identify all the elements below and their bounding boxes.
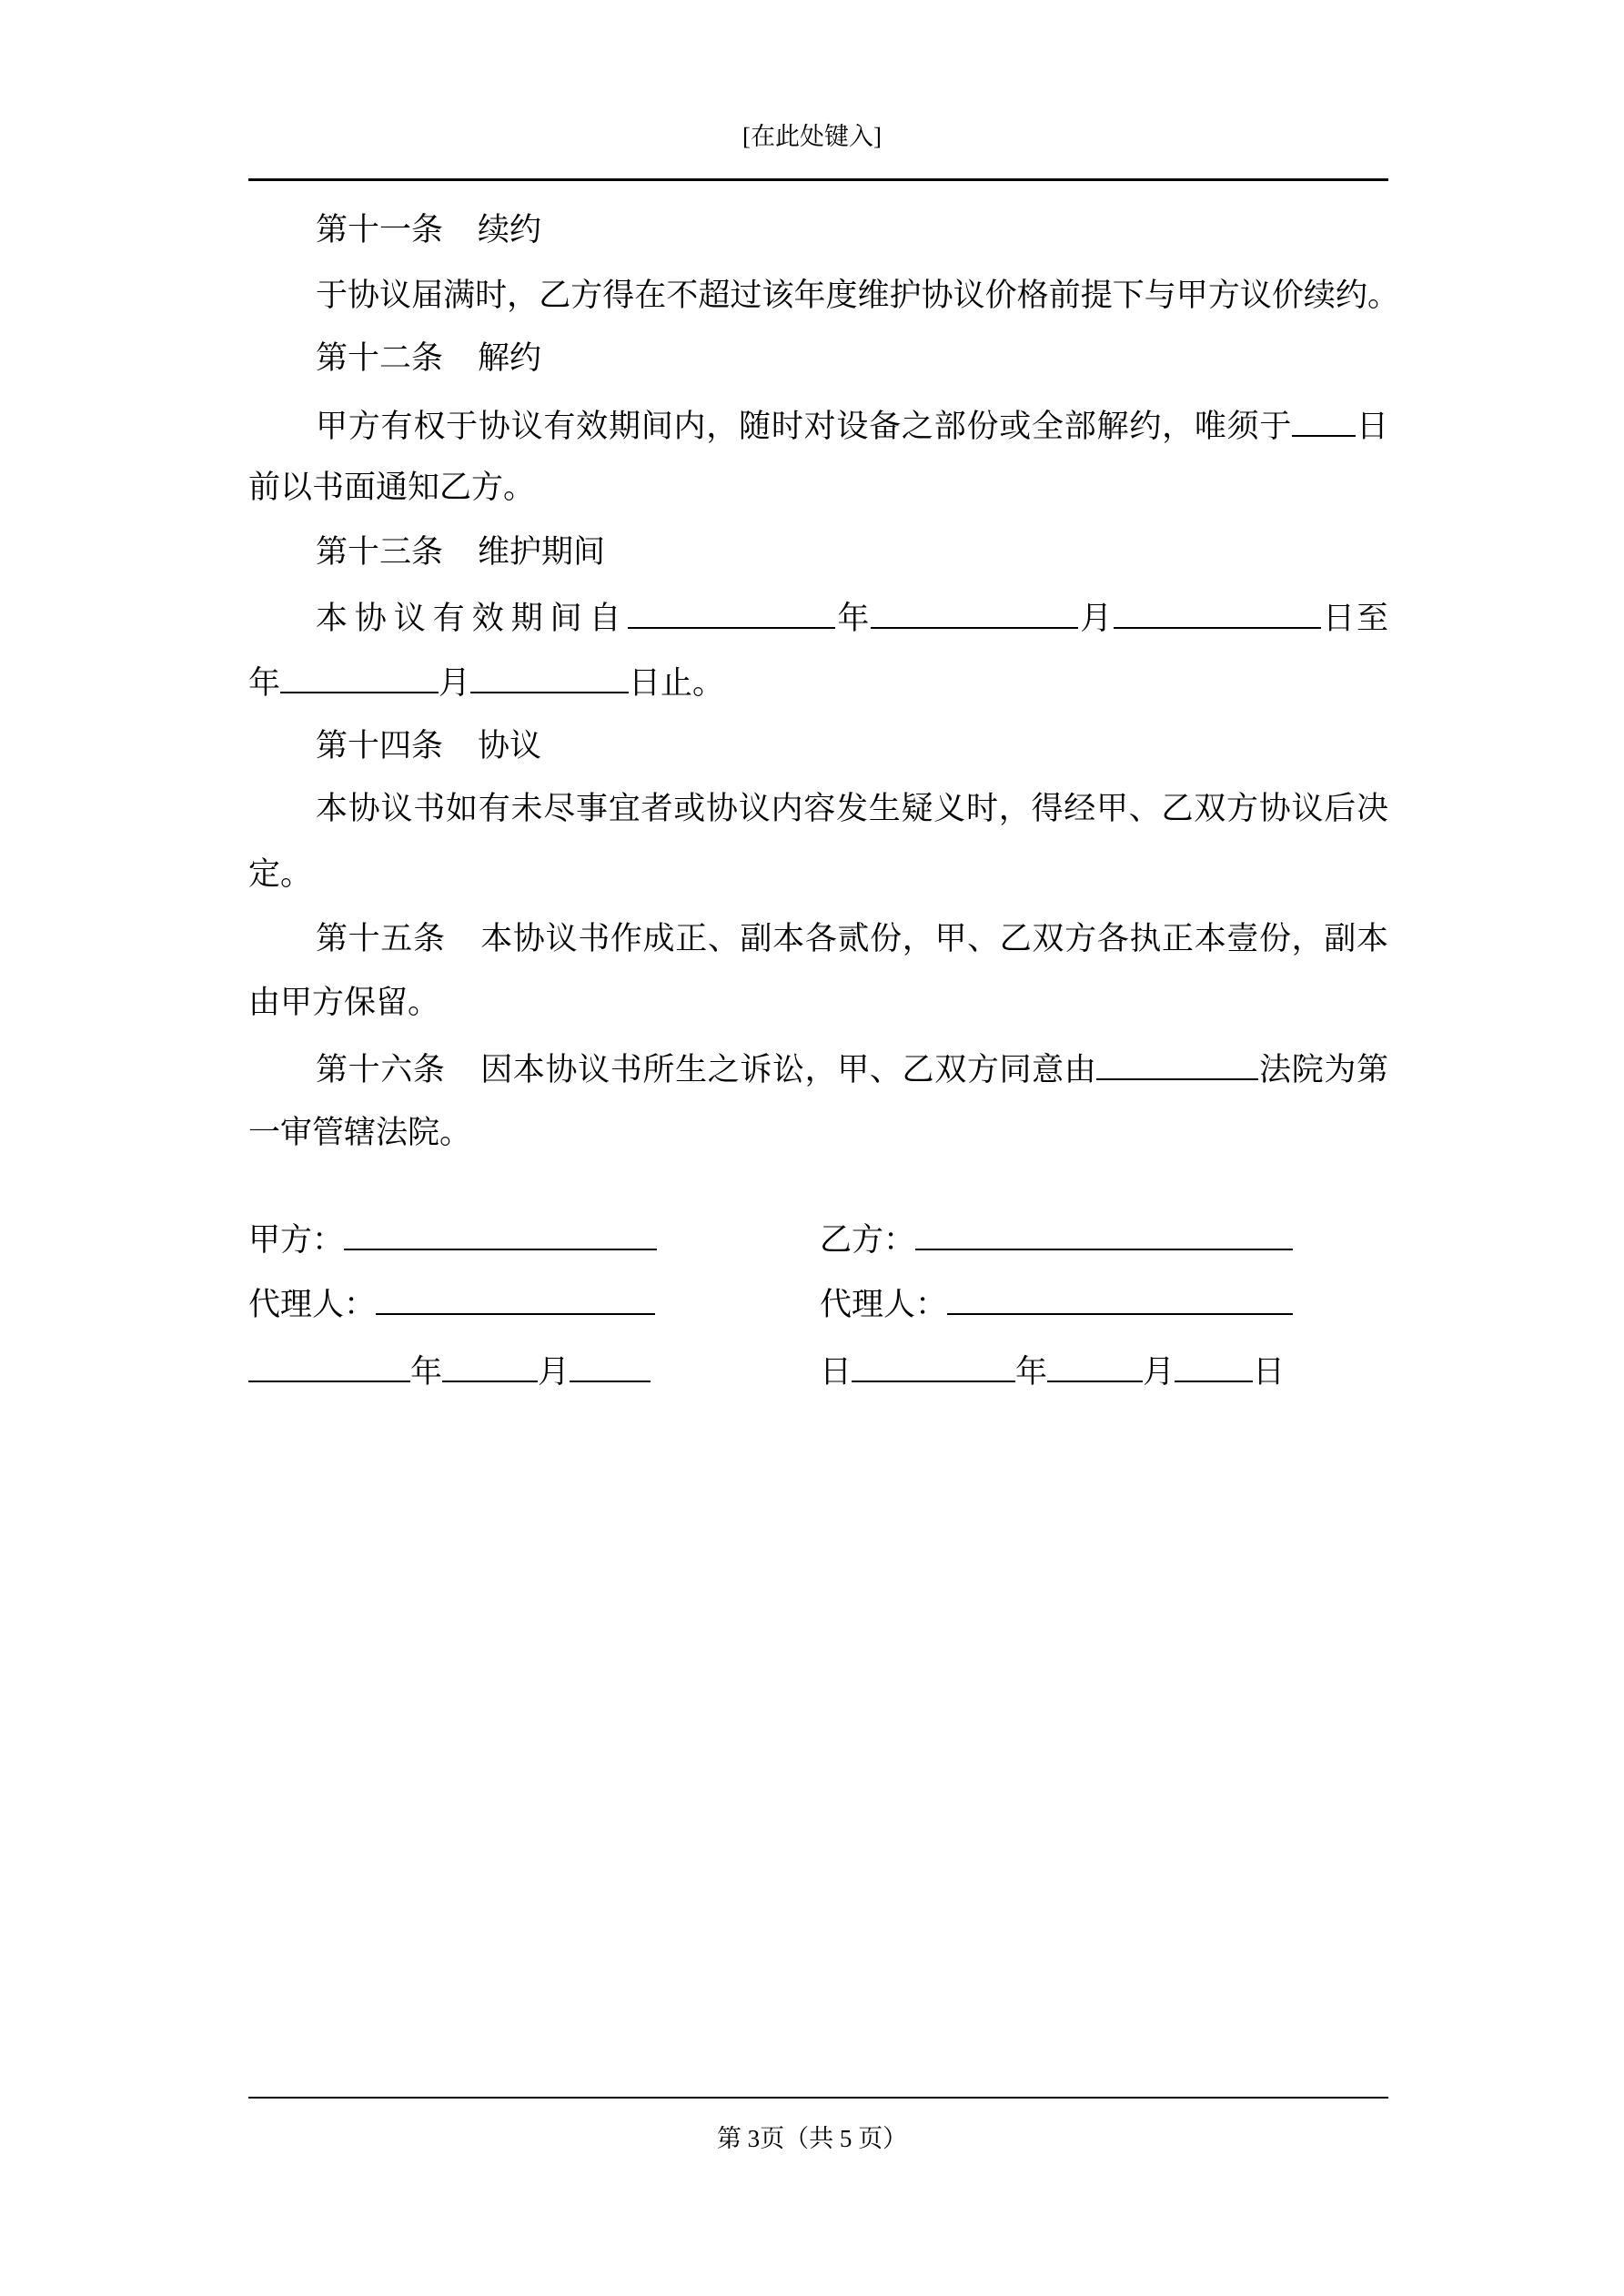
day-blank[interactable] [1175,1350,1253,1382]
blank-court[interactable] [1096,1047,1258,1080]
article-number: 第十四条 [316,728,444,764]
text: 月 [439,665,471,701]
text: 因本协议书所生之诉讼，甲、乙双方同意由 [479,1052,1097,1087]
text: 年 [248,665,281,701]
label: 乙方： [820,1222,916,1258]
text: 日 [820,1354,852,1390]
article-number: 第十三条 [316,534,444,570]
article-11-body: 于协议届满时，乙方得在不超过该年度维护协议价格前提下与甲方议价续约。 [316,278,1399,313]
article-name: 维护期间 [478,534,606,570]
article-13-body-line2 [248,661,1388,703]
text: 月 [1078,601,1115,636]
text: 年 [1015,1354,1048,1390]
article-name: 续约 [478,212,542,248]
article-name: 协议 [478,728,542,764]
party-a-date [248,1350,651,1392]
article-15-body-line2: 由甲方保留。 [248,985,440,1020]
text: 月 [1143,1354,1175,1390]
day-blank[interactable] [570,1350,651,1382]
article-14-heading [248,726,1388,766]
party-a-blank[interactable] [344,1218,657,1250]
month-blank[interactable] [1047,1350,1143,1382]
party-a-signature [248,1218,657,1260]
blank-end-month[interactable] [470,661,629,693]
year-blank[interactable] [852,1350,1015,1382]
year-blank[interactable] [248,1350,410,1382]
article-12-body-line2: 前以书面通知乙方。 [248,470,536,505]
party-a-agent-blank[interactable] [376,1282,655,1315]
text: 本协议书作成正、副本各贰份，甲、乙双方各执正本壹份，副本 [479,921,1388,956]
text: 日 [1356,409,1388,444]
text: 日至 [1321,601,1388,636]
article-13-heading [248,532,1388,572]
article-13-body-line1 [248,596,1388,639]
article-number: 第十二条 [316,340,444,376]
label: 甲方： [248,1222,345,1258]
text: 本协议有效期间自 [316,601,629,636]
article-12-body-line1 [248,404,1388,447]
party-b-signature [820,1218,1293,1260]
month-blank[interactable] [442,1350,538,1382]
blank-end-year[interactable] [280,661,439,693]
article-14-body-line2: 定。 [248,856,313,892]
party-b-agent-blank[interactable] [947,1282,1293,1315]
text: 年 [410,1354,443,1390]
page-header: [在此处键入] [742,123,882,150]
party-b-blank[interactable] [915,1218,1293,1250]
text: 甲方有权于协议有效期间内，随时对设备之部份或全部解约，唯须于 [316,409,1293,444]
label: 代理人： [820,1287,948,1322]
text: 月 [538,1354,570,1390]
article-number: 第十一条 [316,212,444,248]
blank-start-day[interactable] [1114,596,1321,629]
page-footer: 第 3页（共 5 页） [716,2125,908,2152]
article-16-body-line1 [248,1047,1388,1090]
text: 日止。 [629,665,725,701]
party-b-date [820,1350,1285,1392]
blank-days[interactable] [1292,404,1356,437]
text: 法院为第 [1258,1052,1388,1087]
label: 代理人： [248,1287,377,1322]
article-number: 第十六条 [316,1052,446,1087]
text: 日 [1253,1354,1286,1390]
party-b-agent [820,1282,1293,1325]
header-rule [248,178,1388,181]
article-name: 解约 [478,340,542,376]
article-15-body-line1 [248,919,1388,959]
article-14-body-line1: 本协议书如有未尽事宜者或协议内容发生疑义时，得经甲、乙双方协议后决 [316,791,1388,826]
blank-start-year[interactable] [628,596,835,629]
blank-start-month[interactable] [871,596,1078,629]
article-12-heading [248,339,1388,379]
text: 年 [835,601,872,636]
footer-rule [248,2097,1388,2099]
article-number: 第十五条 [316,921,446,956]
party-a-agent [248,1282,655,1325]
article-16-body-line2: 一审管辖法院。 [248,1115,472,1150]
article-11-heading [248,210,1388,250]
